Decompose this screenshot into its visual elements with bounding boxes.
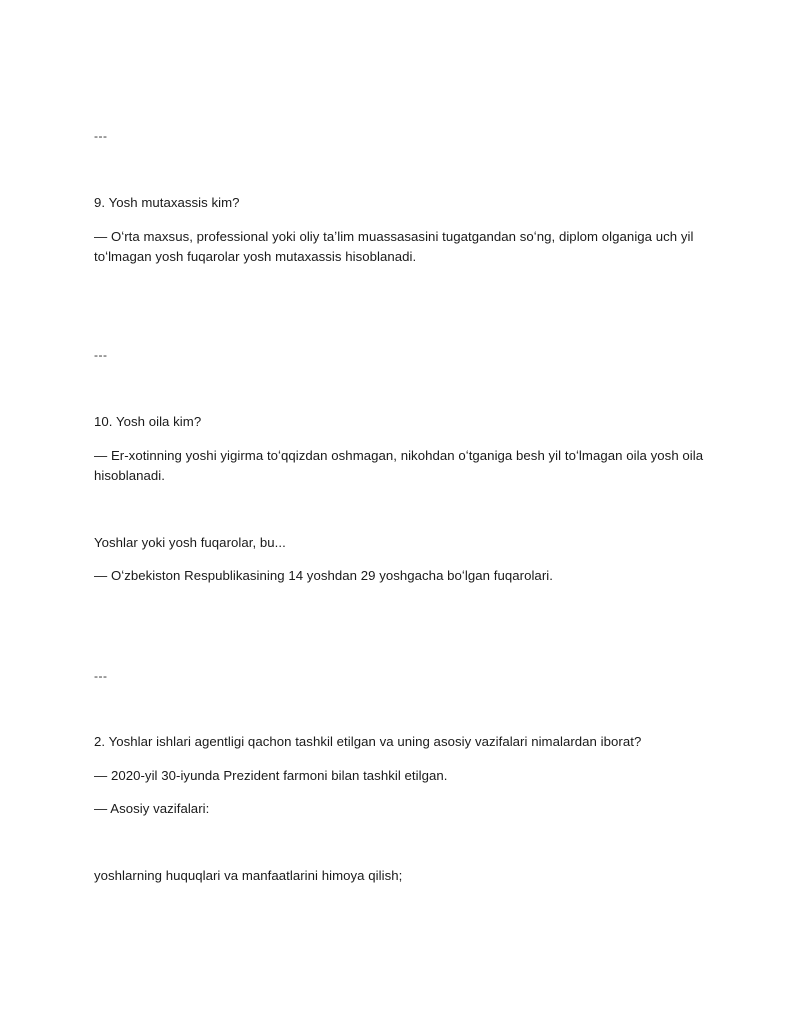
question-9: 9. Yosh mutaxassis kim? bbox=[94, 195, 240, 210]
task-item: yoshlarning huquqlari va manfaatlarini himoya qilish; bbox=[94, 868, 403, 883]
youth-answer: — Oʻzbekiston Respublikasining 14 yoshdan 29 yoshgacha boʻlgan fuqarolari. bbox=[94, 568, 553, 583]
separator: --- bbox=[94, 129, 108, 143]
separator: --- bbox=[94, 348, 108, 362]
answer-9: — Oʻrta maxsus, professional yoki oliy taʼlim muassasasini tugatgandan soʻng, diplom olganiga uch yil toʻlmagan yosh fuqarolar yosh mutaxassis hisoblanadi. bbox=[94, 229, 694, 264]
answer-2-tasks-heading: — Asosiy vazifalari: bbox=[94, 801, 210, 816]
separator: --- bbox=[94, 669, 108, 683]
youth-question: Yoshlar yoki yosh fuqarolar, bu... bbox=[94, 535, 286, 550]
question-2: 2. Yoshlar ishlari agentligi qachon tashkil etilgan va uning asosiy vazifalari nimalardan iborat? bbox=[94, 734, 642, 749]
answer-10: — Er-xotinning yoshi yigirma toʻqqizdan oshmagan, nikohdan oʻtganiga besh yil toʻlmagan oila yosh oila hisoblanadi. bbox=[94, 448, 704, 483]
answer-2-founded: — 2020-yil 30-iyunda Prezident farmoni bilan tashkil etilgan. bbox=[94, 768, 448, 783]
question-10: 10. Yosh oila kim? bbox=[94, 414, 202, 429]
